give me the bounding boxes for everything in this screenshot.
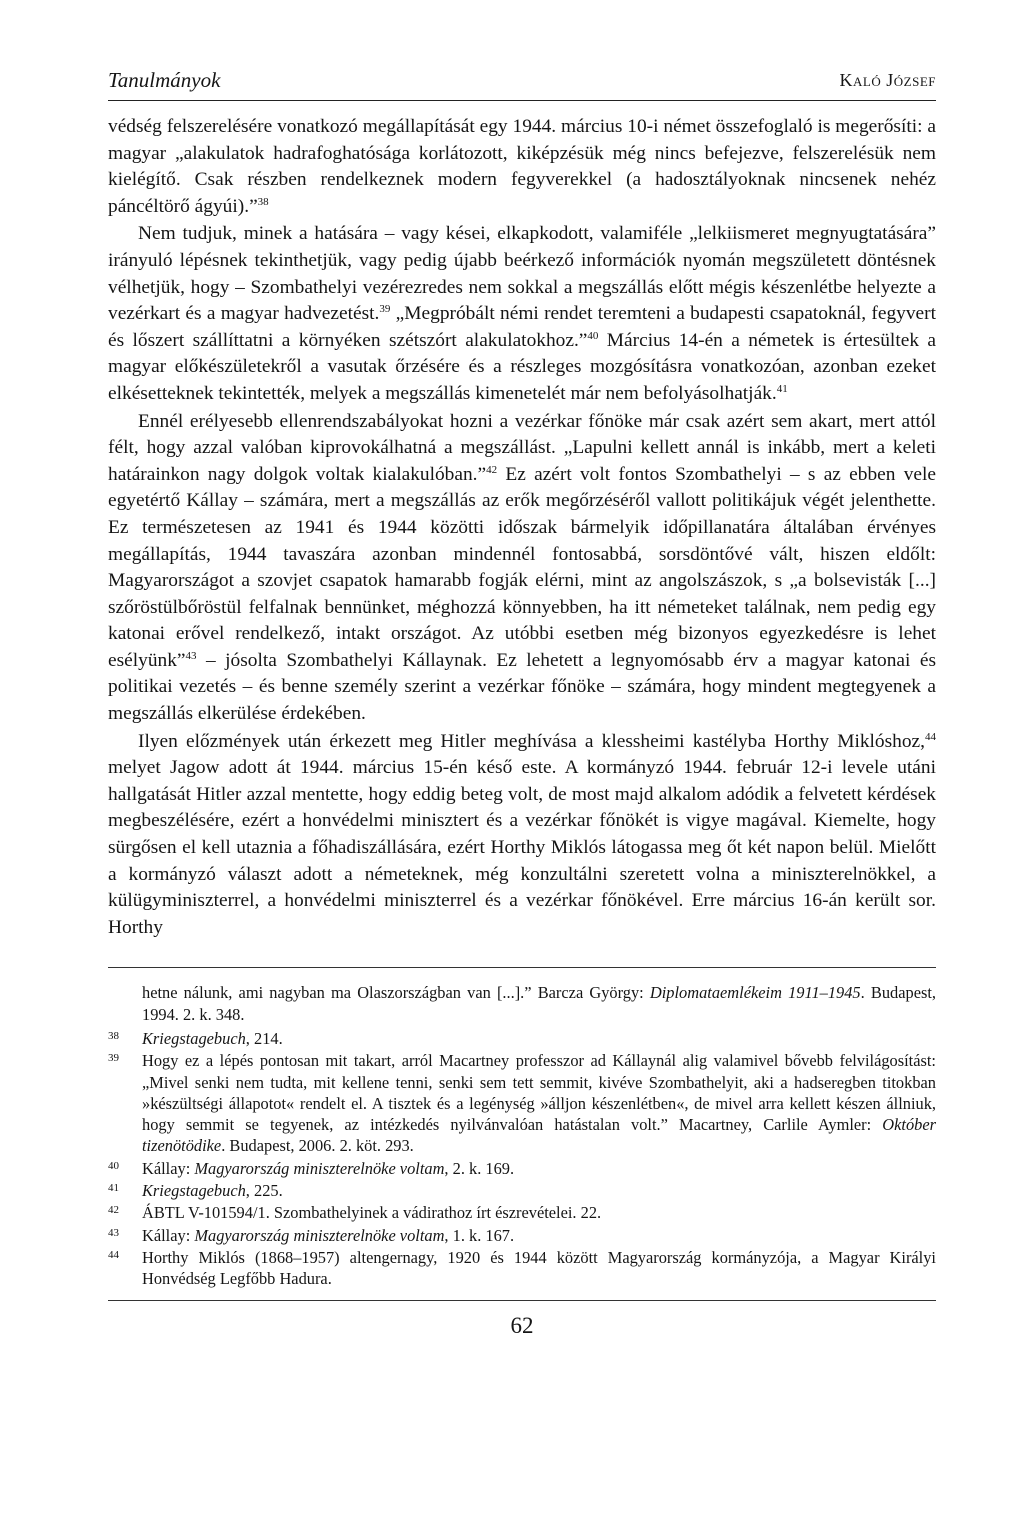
- paragraph-1-text: védség felszerelésére vonatkozó megállapítását egy 1944. március 10-i német összefoglaló is megerősíti: a magyar „alakulatok hadrafoghatósága korlátozott, kiképzésük még nincs befejezve, felszerelésük nem kielégítő. Csak részben rendelkeznek modern fegyverekkel (a hadosztályoknak nincsenek nehéz páncéltörő ágyúi).”: [108, 116, 936, 217]
- footnote-41-title: Kriegstagebuch: [142, 1181, 246, 1201]
- paragraph-4: [108, 729, 936, 942]
- footnote-separator: [108, 967, 936, 968]
- footnote-41: [108, 1180, 936, 1201]
- footnote-40-author: Kállay:: [142, 1158, 195, 1178]
- paragraph-4-text-a: Ilyen előzmények után érkezett meg Hitler meghívása a klessheimi kastélyba Horthy Miklóshoz,: [138, 730, 925, 752]
- footnote-44-number: 44: [108, 1248, 119, 1261]
- footnote-39-ref: . Budapest, 2006. 2. köt. 293.: [221, 1136, 414, 1156]
- paragraph-2-text-a: Nem tudjuk, minek a hatására – vagy kései, elkapkodott, valamiféle „lelkiismeret megnyugtatására” irányuló lépésnek tekinthetjük, vagy pedig újabb beérkező információk nyomán megszületett döntésnek vélhetjük, hogy – Szombathelyi vezérezredes nem sokkal a megszállás előtt mégis készenlétbe helyezte a vezérkart és a magyar hadvezetést.: [108, 223, 936, 325]
- footer-rule: [108, 1300, 936, 1301]
- footnote-39-number: 39: [108, 1052, 119, 1065]
- paragraph-3: [108, 409, 936, 728]
- footnote-ref-44[interactable]: 44: [925, 730, 936, 743]
- footnote-38-number: 38: [108, 1030, 119, 1042]
- footnote-38-title: Kriegstagebuch: [142, 1029, 246, 1048]
- running-header: [108, 68, 936, 104]
- paragraph-2: [108, 221, 936, 407]
- footnote-40: [108, 1158, 936, 1179]
- running-title: Tanulmányok: [108, 68, 221, 92]
- page-number: 62: [510, 1312, 534, 1338]
- footnote-39: [108, 1050, 936, 1156]
- footnote-39-title: Október tizenötödike: [142, 1115, 936, 1156]
- paragraph-3-text-a: Ennél erélyesebb ellenrendszabályokat hozni a vezérkar főnöke már csak azért sem akart, mert attól félt, hogy azzal valóban kiprovokálhatná a megszállást. „Lapulni kellett annál is inkább, mert a keleti határainkon nagy dolgok voltak kialakulóban.”: [108, 410, 936, 485]
- footnote-ref-39[interactable]: 39: [379, 303, 391, 316]
- footnote-43-author: Kállay:: [142, 1225, 195, 1245]
- footnote-42-text: ÁBTL V-101594/1. Szombathelyinek a vádirathoz írt észrevételei. 22.: [142, 1203, 602, 1223]
- footnote-41-ref: , 225.: [245, 1181, 283, 1201]
- footnote-43-title: Magyarország miniszterelnöke voltam: [194, 1225, 445, 1245]
- footnote-ref-38[interactable]: 38: [257, 195, 269, 208]
- paragraph-2-text-c: Március 14-én a németek is értesültek a magyar előkészületekről a vasutak őrzésére és a részleges mozgósításra vonatkozóan, azonban ezeket elkésetteknek tekintették, melyek a megszállás kimenetelét már nem befolyásolhatják.: [108, 329, 936, 404]
- footnote-continuation: [142, 982, 936, 1025]
- paragraph-1: [108, 114, 936, 220]
- footnote-43-number: 43: [108, 1226, 119, 1239]
- footnote-ref-41[interactable]: 41: [776, 382, 788, 395]
- footnote-continuation-text: hetne nálunk, ami nagyban ma Olaszországban van [...].” Barcza György:: [142, 983, 650, 1003]
- paragraph-2-text-b: „Megpróbált némi rendet teremteni a budapesti csapatoknál, fegyvert és lőszert szállíttatni a környéken szétszórt alakulatokhoz.”: [108, 303, 936, 351]
- body-text: [108, 114, 936, 941]
- footnote-38: [108, 1028, 936, 1049]
- footnote-continuation-title: Diplomataemlékeim 1911–1945: [649, 983, 861, 1003]
- page: [108, 68, 936, 1339]
- running-author: Kaló József: [839, 70, 936, 90]
- footnote-44-text: Horthy Miklós (1868–1957) altengernagy, 1920 és 1944 között Magyarország kormányzója, a Magyar Királyi Honvédség Legfőbb Hadura.: [142, 1247, 936, 1289]
- footnote-ref-40[interactable]: 40: [587, 329, 599, 342]
- footnote-42-number: 42: [108, 1204, 119, 1217]
- footnote-ref-42[interactable]: 42: [486, 463, 498, 476]
- footnote-39-text: Hogy ez a lépés pontosan mit takart, arról Macartney professzor ad Kállaynál alig valamivel bővebb felvilágosítást: „Mivel senki nem tudta, mit kellene tenni, senki sem tett semmit, kivéve Szombathelyit, aki a hadseregben titokban »készültségi állapotot« rendelt el. A tisztek és a legénység »álljon készenlétben«, de mivel arra kellett készen állniuk, hogy semmit se tegyenek, az intézkedés nyilvánvalóan hatástalan volt.” Macartney, Carlile Aymler:: [142, 1051, 936, 1135]
- footnote-44: [108, 1247, 936, 1290]
- footnote-ref-43[interactable]: 43: [185, 649, 197, 662]
- footnote-43: [108, 1225, 936, 1246]
- footnotes: [108, 982, 936, 1289]
- paragraph-3-text-c: – jósolta Szombathelyi Kállaynak. Ez lehetett a legnyomósabb érv a magyar katonai és politikai vezetés – és benne személy szerint a vezérkar főnöke – számára, hogy mindent megtegyenek a megszállás elkerülése érdekében.: [108, 649, 936, 725]
- footnote-41-number: 41: [108, 1182, 119, 1195]
- footnote-40-number: 40: [108, 1159, 119, 1172]
- footnote-40-ref: , 2. k. 169.: [444, 1158, 515, 1178]
- paragraph-4-text-b: melyet Jagow adott át 1944. március 15-én késő este. A kormányzó 1944. február 12-i levele utáni hallgatását Hitler azzal mentette, hogy eddig beteg volt, de most majd alkalom adódik a felvetett kérdések megbeszélésére, ezért a honvédelmi minisztert és a vezérkar főnökét is vigye magával. Kiemelte, hogy sürgősen el kell utaznia a főhadiszállására, ezért Horthy Miklós látogassa meg őt két napon belül. Mielőtt a kormányzó választ adott a németeknek, még konzultálni szeretett volna a miniszterelnökkel, a külügyminiszterrel, a honvédelmi miniszterrel és a vezérkar főnökével. Erre március 16-án került sor. Horthy: [108, 757, 936, 938]
- footnote-42: [108, 1202, 936, 1223]
- header-rule: [108, 100, 936, 101]
- footnote-43-ref: , 1. k. 167.: [444, 1225, 515, 1245]
- paragraph-3-text-b: Ez azért volt fontos Szombathelyi – s az ebben vele egyetértő Kállay – számára, mert a megszállás az erők megőrzéséről vallott politikájuk végét jelenthette. Ez természetesen az 1941 és 1944 közötti időszak bármelyik időpillanatára általában érvényes megállapítás, 1944 tavaszára azonban mindennél fontosabbá, sorsdöntővé vált, hiszen eldőlt: Magyarországot a szovjet csapatok hamarabb fogják elérni, mint az angolszászok, s „a bolsevisták [...] szőröstülbőröstül felfalnak bennünket, méghozzá könnyebben, ha itt németeket találnak, nem pedig egy katonai erővel rendelkező, intakt országot. Az utóbbi esetben még bizonyos egyezkedésre is lehet esélyünk”: [108, 463, 936, 671]
- footnote-38-ref: , 214.: [245, 1029, 283, 1048]
- footnote-continuation-ref: . Budapest, 1994. 2. k. 348.: [142, 983, 936, 1024]
- footnote-40-title: Magyarország miniszterelnöke voltam: [194, 1158, 445, 1178]
